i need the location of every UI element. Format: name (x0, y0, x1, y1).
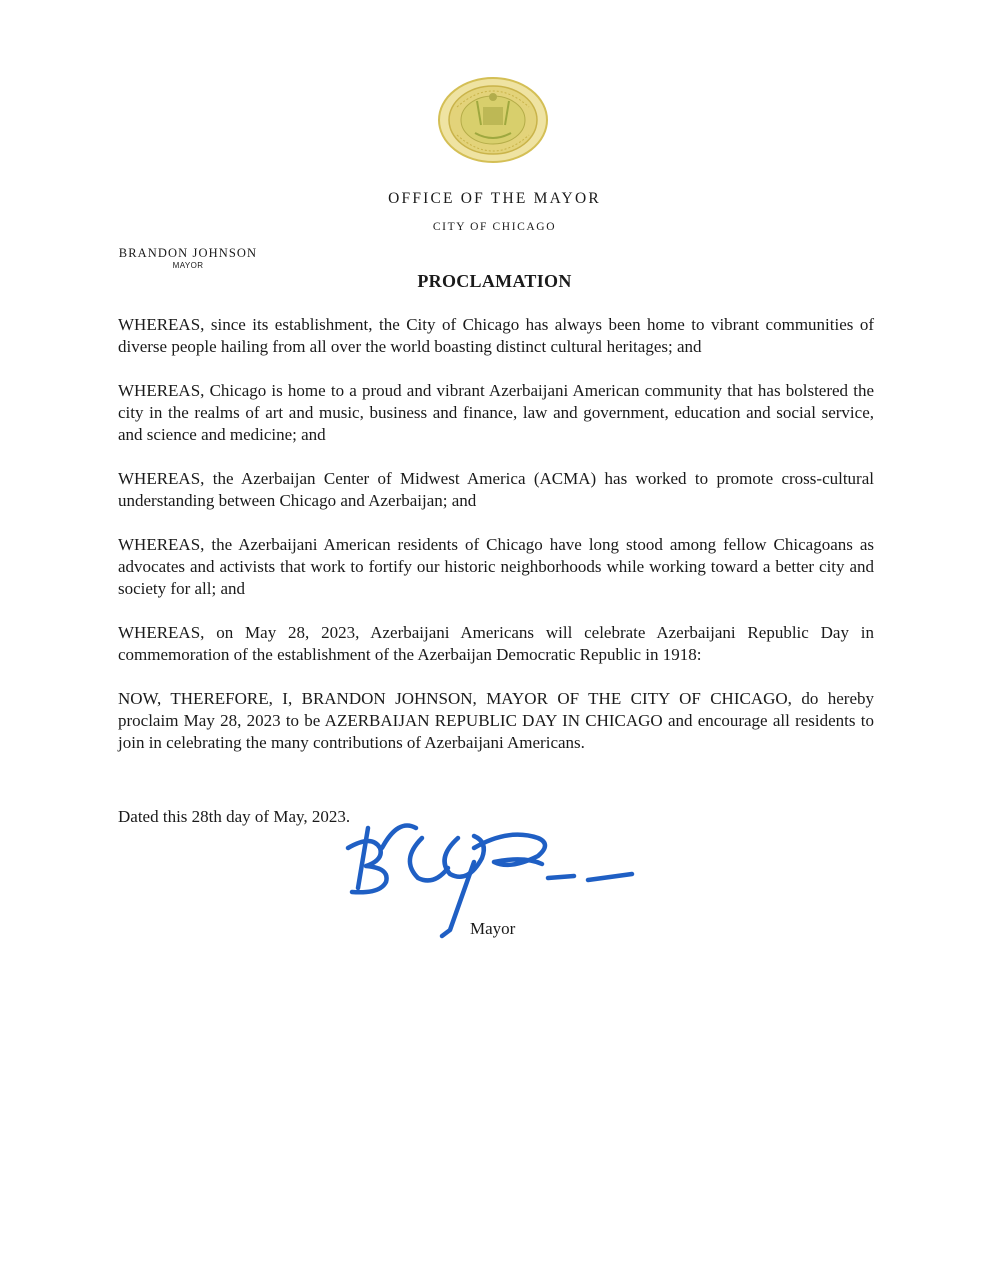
paragraph-2: WHEREAS, Chicago is home to a proud and vibrant Azerbaijani American community that has bolstered the city in the realms of art and music, business and finance, law and government, education and social service, and science and medicine; and (118, 381, 874, 444)
paragraph-3: WHEREAS, the Azerbaijan Center of Midwest America (ACMA) has worked to promote cross-cultural understanding between Chicago and Azerbaijan; and (118, 469, 874, 510)
dated-line: Dated this 28th day of May, 2023. (118, 807, 351, 826)
city-seal-icon (437, 77, 549, 163)
paragraph-1: WHEREAS, since its establishment, the City of Chicago has always been home to vibrant communities of diverse people hailing from all over the world boasting distinct cultural heritages; and (118, 315, 874, 356)
office-title: OFFICE OF THE MAYOR (388, 190, 601, 207)
proclamation-body (118, 314, 874, 776)
paragraph-4: WHEREAS, the Azerbaijani American residents of Chicago have long stood among fellow Chicagoans as advocates and activists that work to fortify our historic neighborhoods while working toward a better city and society for all; and (118, 535, 874, 598)
mayor-name: BRANDON JOHNSON (118, 246, 258, 260)
mayor-role: MAYOR (172, 261, 204, 270)
paragraph-6: NOW, THEREFORE, I, BRANDON JOHNSON, MAYOR OF THE CITY OF CHICAGO, do hereby proclaim May 28, 2023 to be AZERBAIJAN REPUBLIC DAY IN CHICAGO and encourage all residents to join in celebrating the many contributions of Azerbaijani Americans. (118, 689, 874, 752)
signer-title: Mayor (470, 919, 516, 938)
document-title: PROCLAMATION (417, 271, 572, 291)
city-name: CITY OF CHICAGO (432, 221, 557, 233)
mayor-block (104, 245, 272, 271)
paragraph-5: WHEREAS, on May 28, 2023, Azerbaijani Americans will celebrate Azerbaijani Republic Day in commemoration of the establishment of the Azerbaijan Democratic Republic in 1918: (118, 623, 874, 664)
